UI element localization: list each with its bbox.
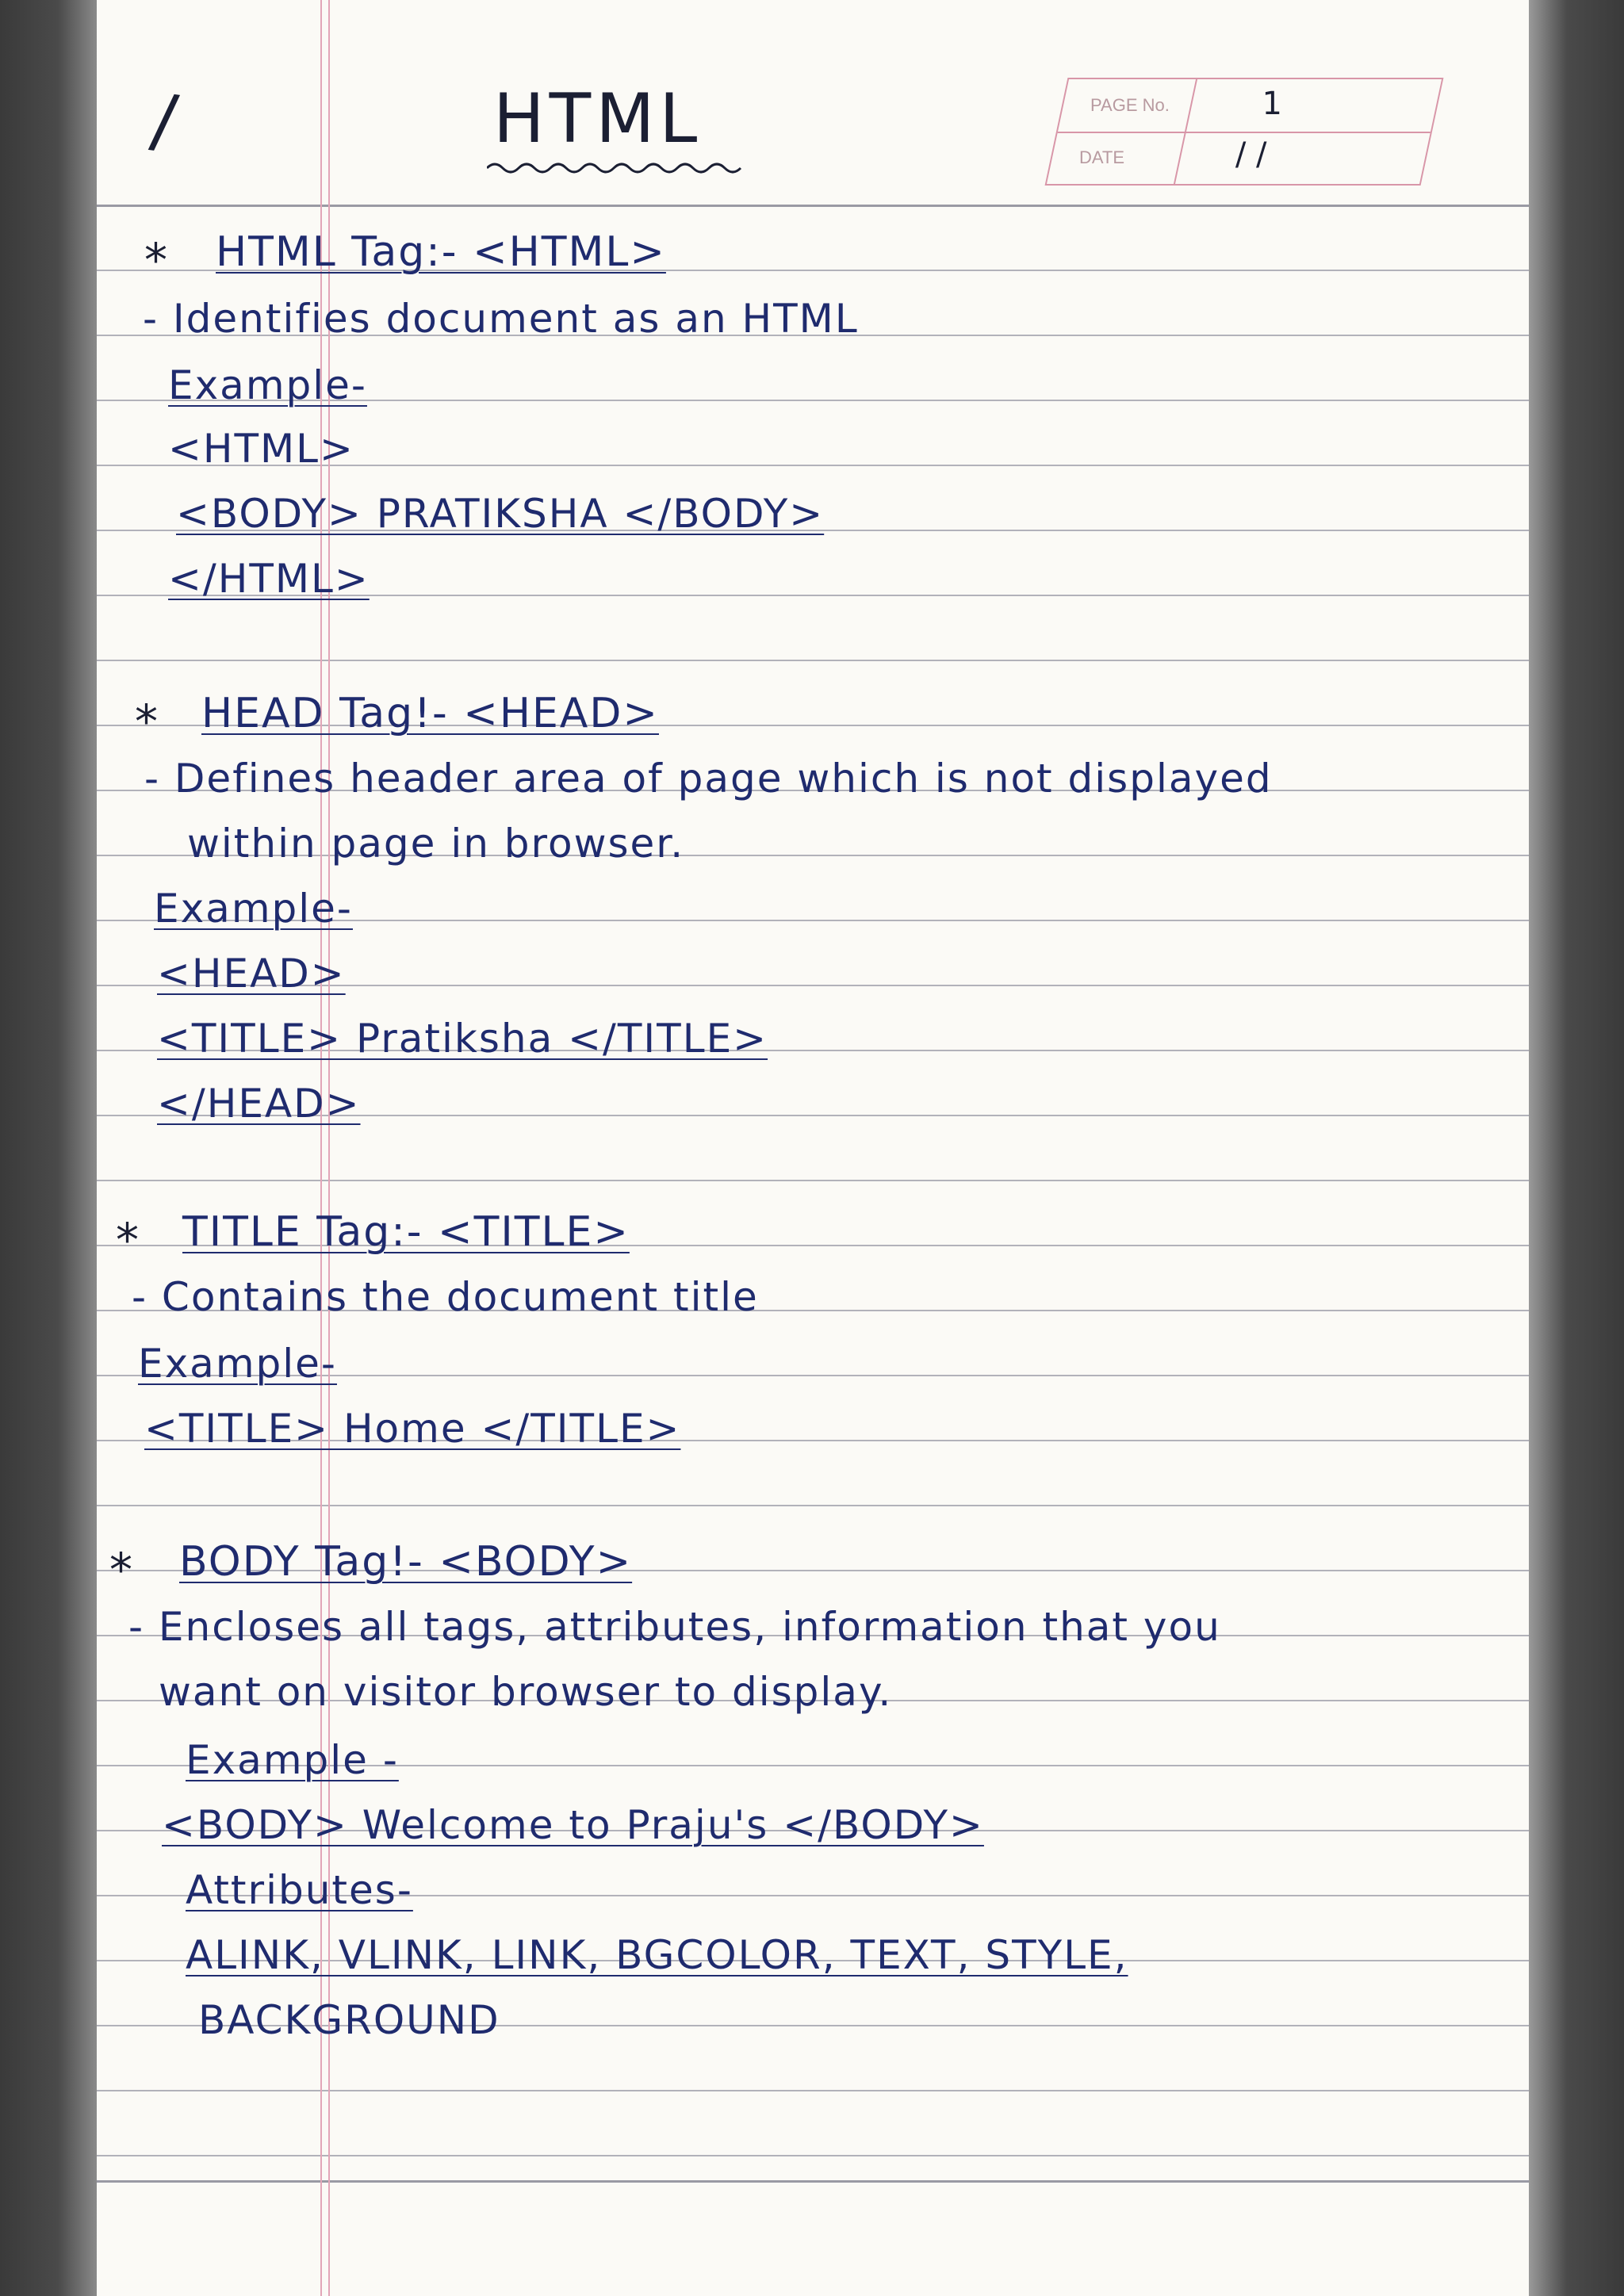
section-desc-title: - Contains the document title — [132, 1274, 759, 1320]
section-heading-body: BODY Tag!- <BODY> — [179, 1538, 633, 1586]
page-no-value: 1 — [1262, 86, 1282, 122]
title-squiggle-underline — [487, 159, 749, 178]
scan-edge-left — [0, 0, 97, 2296]
example-label: Example- — [138, 1341, 337, 1387]
ruled-line — [97, 660, 1529, 661]
attributes-list: ALINK, VLINK, LINK, BGCOLOR, TEXT, STYLE, — [186, 1932, 1128, 1978]
attributes-list: BACKGROUND — [198, 1997, 500, 2043]
code-line: <HEAD> — [157, 951, 346, 997]
code-line: </HEAD> — [157, 1081, 361, 1127]
code-line: <TITLE> Pratiksha </TITLE> — [157, 1016, 768, 1062]
bullet-star: * — [144, 233, 167, 287]
scan-edge-right — [1529, 0, 1624, 2296]
section-desc-head: within page in browser. — [187, 821, 685, 867]
date-label: DATE — [1078, 147, 1125, 167]
example-label: Example - — [186, 1737, 399, 1783]
section-desc-body: want on visitor browser to display. — [159, 1669, 893, 1715]
page-title: HTML — [493, 79, 703, 159]
section-desc-body: - Encloses all tags, attributes, information that you — [128, 1604, 1221, 1650]
code-line: <BODY> Welcome to Praju's </BODY> — [162, 1802, 984, 1848]
section-desc-html: - Identifies document as an HTML — [143, 296, 859, 342]
ruled-line — [97, 2090, 1529, 2091]
section-heading-title: TITLE Tag:- <TITLE> — [182, 1208, 630, 1256]
page-slash-mark: / — [146, 78, 182, 164]
section-desc-head: - Defines header area of page which is not displayed — [144, 756, 1273, 802]
section-heading-html: HTML Tag:- <HTML> — [216, 228, 666, 276]
page-number-box — [1045, 78, 1444, 186]
example-label: Example- — [168, 362, 367, 408]
ruled-line — [97, 1505, 1529, 1506]
section-heading-head: HEAD Tag!- <HEAD> — [201, 690, 659, 737]
example-label: Example- — [154, 886, 353, 932]
bullet-star: * — [109, 1543, 132, 1597]
code-line: <TITLE> Home </TITLE> — [144, 1406, 681, 1452]
bullet-star: * — [116, 1213, 139, 1267]
code-line: </HTML> — [168, 556, 370, 602]
date-value: / / — [1235, 136, 1267, 173]
bullet-star: * — [135, 695, 158, 748]
ruled-line — [97, 2155, 1529, 2156]
attributes-label: Attributes- — [186, 1867, 413, 1913]
code-line: <HTML> — [168, 426, 354, 472]
ruled-line — [97, 1180, 1529, 1181]
ruled-line — [97, 2180, 1529, 2183]
code-line: <BODY> PRATIKSHA </BODY> — [176, 491, 825, 537]
ruled-line — [97, 205, 1529, 207]
page-no-label: PAGE No. — [1090, 95, 1170, 115]
notebook-page — [97, 0, 1529, 2296]
